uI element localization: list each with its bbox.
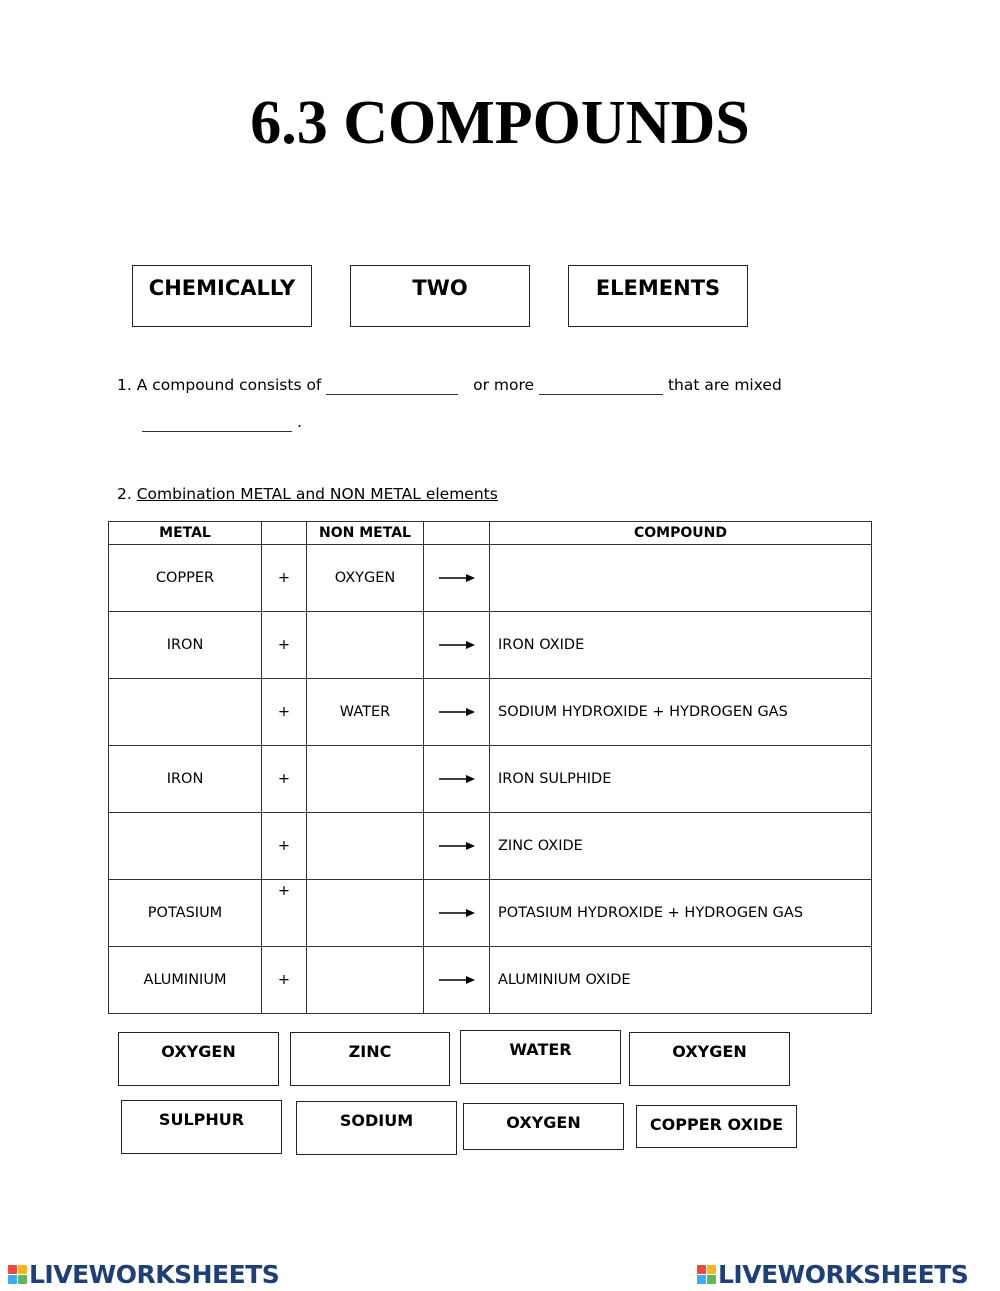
word-bank-sulphur[interactable]: SULPHUR <box>121 1100 282 1154</box>
plus-sign: + <box>262 545 307 612</box>
word-bank-oxygen-3[interactable]: OXYGEN <box>463 1103 624 1150</box>
table-row <box>109 679 872 746</box>
liveworksheets-logo-icon <box>8 1265 27 1284</box>
arrow-right-icon <box>437 573 477 583</box>
blank-2-input[interactable] <box>539 376 663 395</box>
blank-1[interactable] <box>326 376 458 395</box>
arrow-cell <box>424 813 490 880</box>
word-bank-sodium[interactable]: SODIUM <box>296 1101 457 1155</box>
arrow-right-icon <box>437 908 477 918</box>
brand-footer-right <box>697 1259 968 1289</box>
plus-sign: + <box>262 813 307 880</box>
nonmetal-answer-input[interactable] <box>311 897 419 929</box>
table-header-row <box>109 522 872 545</box>
page-title: 6.3 COMPOUNDS <box>250 89 750 157</box>
liveworksheets-logo-icon <box>697 1265 716 1284</box>
compound-cell: ZINC OXIDE <box>490 813 872 880</box>
word-bank-copper-oxide[interactable]: COPPER OXIDE <box>636 1105 797 1148</box>
question-1-text-b: or more <box>473 376 535 394</box>
metal-cell: COPPER <box>109 545 262 612</box>
nonmetal-cell[interactable] <box>307 746 424 813</box>
arrow-cell <box>424 947 490 1014</box>
nonmetal-cell[interactable] <box>307 880 424 947</box>
plus-sign: + <box>262 679 307 746</box>
table-row <box>109 746 872 813</box>
word-box-chemically[interactable]: CHEMICALLY <box>132 265 312 327</box>
nonmetal-answer-input[interactable] <box>311 763 419 795</box>
metal-cell: POTASIUM <box>109 880 262 947</box>
word-box-elements[interactable]: ELEMENTS <box>568 265 748 327</box>
nonmetal-answer-input[interactable] <box>311 629 419 661</box>
nonmetal-cell[interactable] <box>307 612 424 679</box>
plus-cell <box>262 880 307 947</box>
word-bank-water[interactable]: WATER <box>460 1030 621 1084</box>
header-plus <box>262 522 307 545</box>
word-box-two[interactable]: TWO <box>350 265 530 327</box>
question-1-text-c: that are mixed <box>667 376 782 394</box>
compound-cell: IRON SULPHIDE <box>490 746 872 813</box>
arrow-cell <box>424 545 490 612</box>
blank-3[interactable] <box>142 413 292 432</box>
nonmetal-cell[interactable] <box>307 947 424 1014</box>
table-row <box>109 545 872 612</box>
arrow-right-icon <box>437 975 477 985</box>
word-bank-zinc[interactable]: ZINC <box>290 1032 450 1086</box>
compound-cell: POTASIUM HYDROXIDE + HYDROGEN GAS <box>490 880 872 947</box>
arrow-right-icon <box>437 774 477 784</box>
arrow-right-icon <box>437 707 477 717</box>
compound-cell: ALUMINIUM OXIDE <box>490 947 872 1014</box>
brand-name: LIVEWORKSHEETS <box>718 1259 969 1289</box>
table-row <box>109 612 872 679</box>
compound-cell: IRON OXIDE <box>490 612 872 679</box>
arrow-cell <box>424 679 490 746</box>
metal-cell: IRON <box>109 612 262 679</box>
table-row <box>109 813 872 880</box>
nonmetal-cell[interactable] <box>307 813 424 880</box>
arrow-right-icon <box>437 640 477 650</box>
header-metal: METAL <box>109 522 262 545</box>
blank-1-input[interactable] <box>326 376 458 395</box>
question-1-line-1 <box>117 376 782 395</box>
arrow-cell <box>424 880 490 947</box>
question-2 <box>117 485 498 503</box>
table-row <box>109 880 872 947</box>
compound-table <box>108 521 872 1014</box>
blank-3-input[interactable] <box>142 413 292 432</box>
brand-name: LIVEWORKSHEETS <box>29 1259 280 1289</box>
nonmetal-answer-input[interactable] <box>311 964 419 996</box>
metal-cell: IRON <box>109 746 262 813</box>
compound-answer-input[interactable] <box>498 562 856 594</box>
question-2-number: 2. <box>117 485 132 503</box>
compound-cell[interactable] <box>490 545 872 612</box>
metal-answer-input[interactable] <box>115 696 256 728</box>
metal-cell[interactable] <box>109 813 262 880</box>
compound-cell: SODIUM HYDROXIDE + HYDROGEN GAS <box>490 679 872 746</box>
plus-sign: + <box>277 883 291 899</box>
brand-footer-left <box>8 1259 279 1289</box>
question-1-line-2 <box>142 413 302 432</box>
arrow-cell <box>424 612 490 679</box>
plus-sign: + <box>262 612 307 679</box>
nonmetal-answer-input[interactable] <box>311 830 419 862</box>
plus-sign: + <box>262 746 307 813</box>
blank-2[interactable] <box>539 376 663 395</box>
nonmetal-cell: OXYGEN <box>307 545 424 612</box>
question-1-end: . <box>296 413 302 431</box>
plus-sign: + <box>262 947 307 1014</box>
header-compound: COMPOUND <box>490 522 872 545</box>
table-row <box>109 947 872 1014</box>
arrow-cell <box>424 746 490 813</box>
word-bank-oxygen-1[interactable]: OXYGEN <box>118 1032 279 1086</box>
metal-cell: ALUMINIUM <box>109 947 262 1014</box>
arrow-right-icon <box>437 841 477 851</box>
metal-cell[interactable] <box>109 679 262 746</box>
header-nonmetal: NON METAL <box>307 522 424 545</box>
metal-answer-input[interactable] <box>115 830 256 862</box>
nonmetal-cell: WATER <box>307 679 424 746</box>
question-2-label: Combination METAL and NON METAL elements <box>136 485 498 503</box>
header-arrow <box>424 522 490 545</box>
word-bank-oxygen-2[interactable]: OXYGEN <box>629 1032 790 1086</box>
question-1-text-a: 1. A compound consists of <box>117 376 322 394</box>
